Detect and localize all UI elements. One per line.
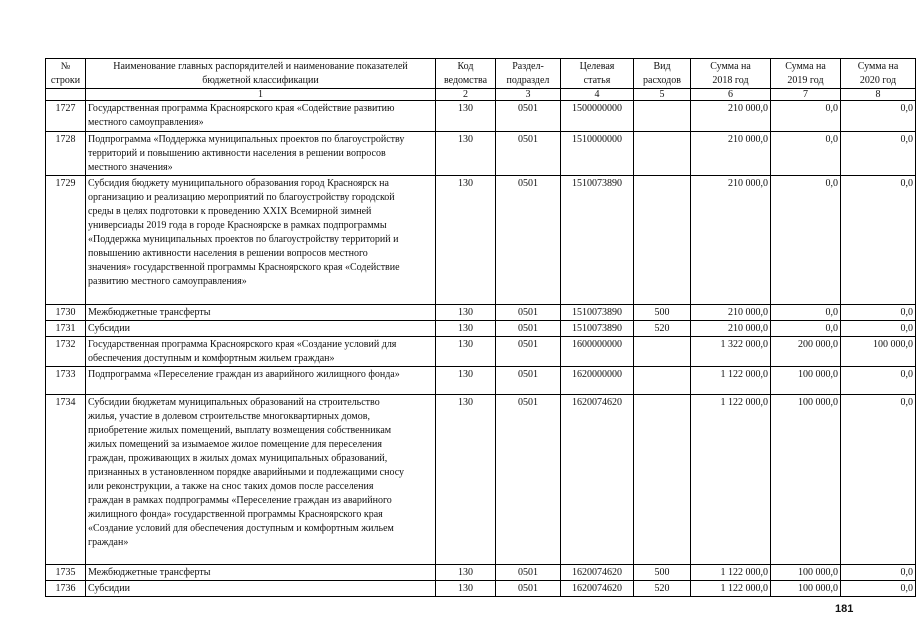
header-row (46, 59, 916, 89)
cell-sum-2020 (841, 305, 916, 321)
cell-sum-2020 (841, 367, 916, 395)
budget-table (45, 58, 916, 597)
cell-sum-2018-value: 210 000,0 (728, 103, 768, 114)
cell-sum-2020-value: 0,0 (900, 567, 913, 578)
cell-target-item-value: 1620074620 (572, 567, 622, 578)
header-sum-2018 (691, 59, 771, 89)
table-row (46, 176, 916, 305)
cell-sum-2020-value: 0,0 (900, 369, 913, 380)
cell-row-number-value: 1727 (55, 103, 76, 114)
header-dept-code (436, 59, 496, 89)
cell-name (86, 367, 436, 395)
cell-row-number (46, 581, 86, 597)
cell-sum-2020 (841, 132, 916, 176)
cell-dept-code (436, 101, 496, 132)
cell-sum-2020-value: 0,0 (900, 134, 913, 145)
cell-dept-code (436, 132, 496, 176)
cell-sum-2018 (691, 176, 771, 305)
cell-target-item (561, 176, 634, 305)
cell-dept-code-value: 130 (458, 583, 473, 594)
column-number-label: 1 (258, 89, 263, 100)
column-number-label: 8 (875, 89, 881, 100)
column-number (691, 89, 771, 101)
header-sum-2018-line: 2018 год (712, 75, 749, 86)
cell-name-line: признанных в установленном порядке аварийными и подлежащими сносу (88, 467, 405, 478)
cell-name (86, 395, 436, 565)
header-section (496, 59, 561, 89)
column-number-label: 6 (728, 89, 733, 100)
cell-name-line: граждан» (88, 537, 129, 548)
header-target-item-line: Целевая (579, 61, 615, 72)
cell-name-line: территорий и повышению активности населения в решении вопросов (88, 148, 386, 159)
cell-section-value: 0501 (518, 369, 538, 380)
cell-sum-2020 (841, 395, 916, 565)
cell-target-item-value: 1500000000 (572, 103, 622, 114)
column-number (561, 89, 634, 101)
column-number (86, 89, 436, 101)
header-name-line: Наименование главных распорядителей и наименование показателей (113, 61, 408, 72)
cell-section-value: 0501 (518, 397, 538, 408)
cell-name (86, 176, 436, 305)
cell-expense-type-value: 500 (654, 307, 670, 318)
header-sum-2020-line: Сумма на (857, 61, 899, 72)
cell-row-number-value: 1736 (55, 583, 76, 594)
cell-row-number-value: 1732 (55, 339, 76, 350)
cell-name-line: жилья, участие в долевом строительстве многоквартирных домов, (88, 411, 370, 422)
table-row (46, 101, 916, 132)
cell-sum-2019-value: 0,0 (825, 178, 838, 189)
column-number-row (46, 89, 916, 101)
cell-name-line: Межбюджетные трансферты (88, 567, 211, 578)
cell-dept-code-value: 130 (458, 103, 473, 114)
cell-target-item (561, 395, 634, 565)
header-section-line: подраздел (506, 75, 550, 86)
cell-dept-code-value: 130 (458, 339, 473, 350)
column-number-label: 2 (463, 89, 468, 100)
cell-dept-code (436, 581, 496, 597)
cell-name-line: местного самоуправления» (88, 117, 204, 128)
cell-sum-2018-value: 1 122 000,0 (720, 583, 768, 594)
table-row (46, 337, 916, 367)
table-row (46, 395, 916, 565)
cell-sum-2018-value: 1 322 000,0 (720, 339, 768, 350)
cell-target-item-value: 1510073890 (572, 307, 622, 318)
cell-expense-type (634, 321, 691, 337)
cell-sum-2020-value: 0,0 (900, 103, 913, 114)
table-row (46, 321, 916, 337)
column-number-label: 5 (659, 89, 665, 100)
cell-row-number (46, 132, 86, 176)
header-target-item (561, 59, 634, 89)
cell-row-number (46, 395, 86, 565)
cell-name-line: жилищного фонда» государственной программы Красноярского края (88, 509, 383, 520)
cell-sum-2019 (771, 132, 841, 176)
cell-sum-2018 (691, 321, 771, 337)
table-row (46, 367, 916, 395)
cell-expense-type (634, 337, 691, 367)
cell-sum-2018 (691, 337, 771, 367)
cell-sum-2018 (691, 395, 771, 565)
cell-sum-2018-value: 1 122 000,0 (720, 369, 768, 380)
cell-name-line: Государственная программа Красноярского края «Создание условий для (88, 339, 397, 350)
cell-name-line: организацию и реализацию мероприятий по благоустройству городской (88, 192, 395, 203)
cell-name (86, 565, 436, 581)
cell-name-line: Межбюджетные трансферты (88, 307, 211, 318)
cell-name-line: приобретение жилых помещений, выплату возмещения собственникам (88, 425, 392, 436)
cell-sum-2020 (841, 321, 916, 337)
cell-sum-2020 (841, 581, 916, 597)
cell-target-item (561, 337, 634, 367)
cell-sum-2019-value: 0,0 (825, 307, 838, 318)
cell-sum-2019 (771, 321, 841, 337)
cell-name-line: повышению активности населения в решении вопросов местного (88, 248, 368, 259)
column-number-label: 3 (525, 89, 531, 100)
cell-name-line: местного значения» (88, 162, 173, 173)
column-number (496, 89, 561, 101)
header-row-number-line: № (60, 61, 71, 72)
cell-row-number-value: 1728 (55, 134, 76, 145)
header-sum-2019-line: Сумма на (785, 61, 826, 72)
cell-name-line: среды в целях подготовки к проведению XXIX Всемирной зимней (88, 206, 372, 217)
cell-row-number-value: 1734 (55, 397, 76, 408)
cell-name-line: Субсидия бюджету муниципального образования город Красноярск на (88, 178, 389, 189)
cell-sum-2020 (841, 101, 916, 132)
cell-section (496, 305, 561, 321)
cell-sum-2020-value: 0,0 (900, 583, 913, 594)
cell-section (496, 321, 561, 337)
cell-dept-code-value: 130 (458, 567, 473, 578)
cell-sum-2019-value: 100 000,0 (798, 397, 838, 408)
cell-dept-code-value: 130 (458, 397, 473, 408)
column-number (634, 89, 691, 101)
cell-name-line: Государственная программа Красноярского края «Содействие развитию (88, 103, 395, 114)
cell-section-value: 0501 (518, 323, 538, 334)
cell-sum-2020-value: 0,0 (900, 397, 913, 408)
header-sum-2020 (841, 59, 916, 89)
cell-row-number-value: 1733 (55, 369, 76, 380)
cell-target-item (561, 565, 634, 581)
cell-name-line: граждан, проживающих в жилых домах муниципальных образований, (88, 453, 388, 464)
cell-dept-code-value: 130 (458, 178, 473, 189)
cell-sum-2019 (771, 367, 841, 395)
cell-row-number (46, 176, 86, 305)
cell-sum-2019-value: 0,0 (825, 103, 838, 114)
cell-dept-code (436, 305, 496, 321)
cell-name-line: Субсидии бюджетам муниципальных образований на строительство (88, 397, 380, 408)
cell-dept-code-value: 130 (458, 369, 473, 380)
cell-dept-code (436, 321, 496, 337)
cell-target-item (561, 305, 634, 321)
cell-section-value: 0501 (518, 307, 538, 318)
cell-sum-2019 (771, 565, 841, 581)
cell-section-value: 0501 (518, 178, 538, 189)
header-sum-2019-line: 2019 год (787, 75, 824, 86)
cell-row-number-value: 1731 (55, 323, 76, 334)
cell-name-line: Подпрограмма «Переселение граждан из аварийного жилищного фонда» (88, 369, 400, 380)
cell-name-line: Субсидии (88, 583, 130, 594)
cell-sum-2019 (771, 337, 841, 367)
cell-sum-2019 (771, 395, 841, 565)
cell-name-line: жилых помещений за изымаемое жилое помещение для переселения (88, 439, 382, 450)
cell-section-value: 0501 (518, 103, 538, 114)
cell-sum-2020 (841, 565, 916, 581)
cell-dept-code (436, 367, 496, 395)
cell-sum-2018-value: 1 122 000,0 (720, 567, 768, 578)
header-section-line: Раздел- (512, 61, 544, 72)
cell-sum-2019-value: 0,0 (825, 134, 838, 145)
cell-section (496, 367, 561, 395)
header-expense-type (634, 59, 691, 89)
column-number (436, 89, 496, 101)
cell-name-line: развитию местного самоуправления» (88, 276, 247, 287)
cell-section-value: 0501 (518, 339, 538, 350)
cell-target-item (561, 101, 634, 132)
header-name (86, 59, 436, 89)
cell-sum-2019-value: 0,0 (825, 323, 838, 334)
header-name-line: бюджетной классификации (202, 75, 319, 86)
cell-expense-type-value: 520 (654, 323, 670, 334)
header-dept-code-line: Код (457, 61, 474, 72)
cell-sum-2020 (841, 337, 916, 367)
cell-sum-2020-value: 0,0 (900, 323, 913, 334)
column-number (771, 89, 841, 101)
cell-sum-2018 (691, 305, 771, 321)
cell-expense-type (634, 581, 691, 597)
cell-sum-2019-value: 100 000,0 (798, 583, 838, 594)
cell-section (496, 395, 561, 565)
cell-row-number-value: 1735 (55, 567, 76, 578)
cell-name (86, 321, 436, 337)
cell-expense-type (634, 305, 691, 321)
cell-target-item (561, 321, 634, 337)
cell-sum-2019-value: 100 000,0 (798, 567, 838, 578)
cell-expense-type-value: 520 (654, 583, 670, 594)
table-row (46, 132, 916, 176)
cell-sum-2020 (841, 176, 916, 305)
cell-target-item (561, 367, 634, 395)
cell-name (86, 305, 436, 321)
cell-name-line: граждан в рамках подпрограммы «Переселение граждан из аварийного (88, 495, 392, 506)
cell-sum-2018-value: 210 000,0 (728, 134, 768, 145)
cell-sum-2019 (771, 305, 841, 321)
cell-target-item (561, 581, 634, 597)
cell-sum-2019 (771, 101, 841, 132)
cell-name-line: «Создание условий для обеспечения доступным и комфортным жильем (88, 523, 394, 534)
cell-target-item (561, 132, 634, 176)
cell-row-number (46, 305, 86, 321)
cell-sum-2018 (691, 132, 771, 176)
cell-sum-2020-value: 0,0 (900, 178, 913, 189)
cell-expense-type-value: 500 (654, 567, 670, 578)
cell-section (496, 176, 561, 305)
cell-row-number (46, 565, 86, 581)
cell-name (86, 581, 436, 597)
cell-target-item-value: 1600000000 (572, 339, 622, 350)
table-row (46, 305, 916, 321)
cell-row-number-value: 1730 (55, 307, 76, 318)
header-sum-2020-line: 2020 год (859, 75, 897, 86)
cell-sum-2018-value: 210 000,0 (728, 307, 768, 318)
cell-sum-2018-value: 210 000,0 (728, 178, 768, 189)
cell-name (86, 337, 436, 367)
cell-sum-2019-value: 200 000,0 (798, 339, 838, 350)
cell-name-line: значения» государственной программы Красноярского края «Содействие (88, 262, 400, 273)
cell-expense-type (634, 101, 691, 132)
table-row (46, 565, 916, 581)
cell-name (86, 101, 436, 132)
cell-target-item-value: 1620074620 (572, 583, 622, 594)
cell-sum-2019 (771, 176, 841, 305)
cell-section (496, 581, 561, 597)
cell-sum-2019-value: 100 000,0 (798, 369, 838, 380)
cell-name-line: обеспечения доступным и комфортным жильем граждан» (88, 353, 335, 364)
cell-row-number (46, 101, 86, 132)
cell-dept-code (436, 176, 496, 305)
cell-target-item-value: 1510073890 (572, 178, 622, 189)
cell-section-value: 0501 (518, 134, 538, 145)
cell-row-number (46, 337, 86, 367)
cell-expense-type (634, 395, 691, 565)
cell-sum-2018 (691, 565, 771, 581)
cell-section-value: 0501 (518, 583, 538, 594)
header-expense-type-line: Вид (653, 61, 671, 72)
cell-dept-code-value: 130 (458, 307, 473, 318)
page-number: 181 (835, 603, 854, 615)
cell-sum-2018-value: 210 000,0 (728, 323, 768, 334)
cell-sum-2018-value: 1 122 000,0 (720, 397, 768, 408)
cell-name-line: Подпрограмма «Поддержка муниципальных проектов по благоустройству (88, 134, 405, 145)
header-dept-code-line: ведомства (443, 75, 488, 86)
cell-sum-2018 (691, 581, 771, 597)
header-row-number-line: строки (50, 75, 81, 86)
cell-sum-2019 (771, 581, 841, 597)
cell-sum-2018 (691, 101, 771, 132)
header-sum-2019 (771, 59, 841, 89)
cell-dept-code-value: 130 (458, 323, 473, 334)
cell-section-value: 0501 (518, 567, 538, 578)
column-number (46, 89, 86, 101)
table-body (46, 59, 916, 597)
cell-dept-code (436, 337, 496, 367)
cell-dept-code (436, 395, 496, 565)
cell-name-line: Субсидии (88, 323, 130, 334)
column-number-label: 4 (594, 89, 600, 100)
cell-row-number (46, 367, 86, 395)
cell-expense-type (634, 565, 691, 581)
cell-section (496, 565, 561, 581)
cell-row-number (46, 321, 86, 337)
cell-name-line: универсиады 2019 года в городе Красноярске в рамках подпрограммы (88, 220, 387, 231)
cell-expense-type (634, 132, 691, 176)
cell-target-item-value: 1510073890 (572, 323, 622, 334)
column-number-label: 7 (803, 89, 808, 100)
header-row-number (46, 59, 86, 89)
cell-dept-code-value: 130 (458, 134, 473, 145)
cell-name-line: или реконструкции, а также на снос таких домов после расселения (88, 481, 374, 492)
cell-expense-type (634, 176, 691, 305)
cell-section (496, 101, 561, 132)
table-row (46, 581, 916, 597)
header-target-item-line: статья (583, 75, 611, 86)
cell-name-line: «Поддержка муниципальных проектов по благоустройству территорий и (88, 234, 399, 245)
cell-row-number-value: 1729 (55, 178, 76, 189)
cell-sum-2020-value: 0,0 (900, 307, 913, 318)
column-number (841, 89, 916, 101)
header-expense-type-line: расходов (643, 75, 681, 86)
cell-target-item-value: 1510000000 (572, 134, 622, 145)
cell-target-item-value: 1620074620 (572, 397, 622, 408)
cell-dept-code (436, 565, 496, 581)
cell-name (86, 132, 436, 176)
cell-target-item-value: 1620000000 (572, 369, 622, 380)
cell-sum-2018 (691, 367, 771, 395)
cell-section (496, 337, 561, 367)
cell-sum-2020-value: 100 000,0 (873, 339, 913, 350)
header-sum-2018-line: Сумма на (710, 61, 751, 72)
cell-expense-type (634, 367, 691, 395)
cell-section (496, 132, 561, 176)
